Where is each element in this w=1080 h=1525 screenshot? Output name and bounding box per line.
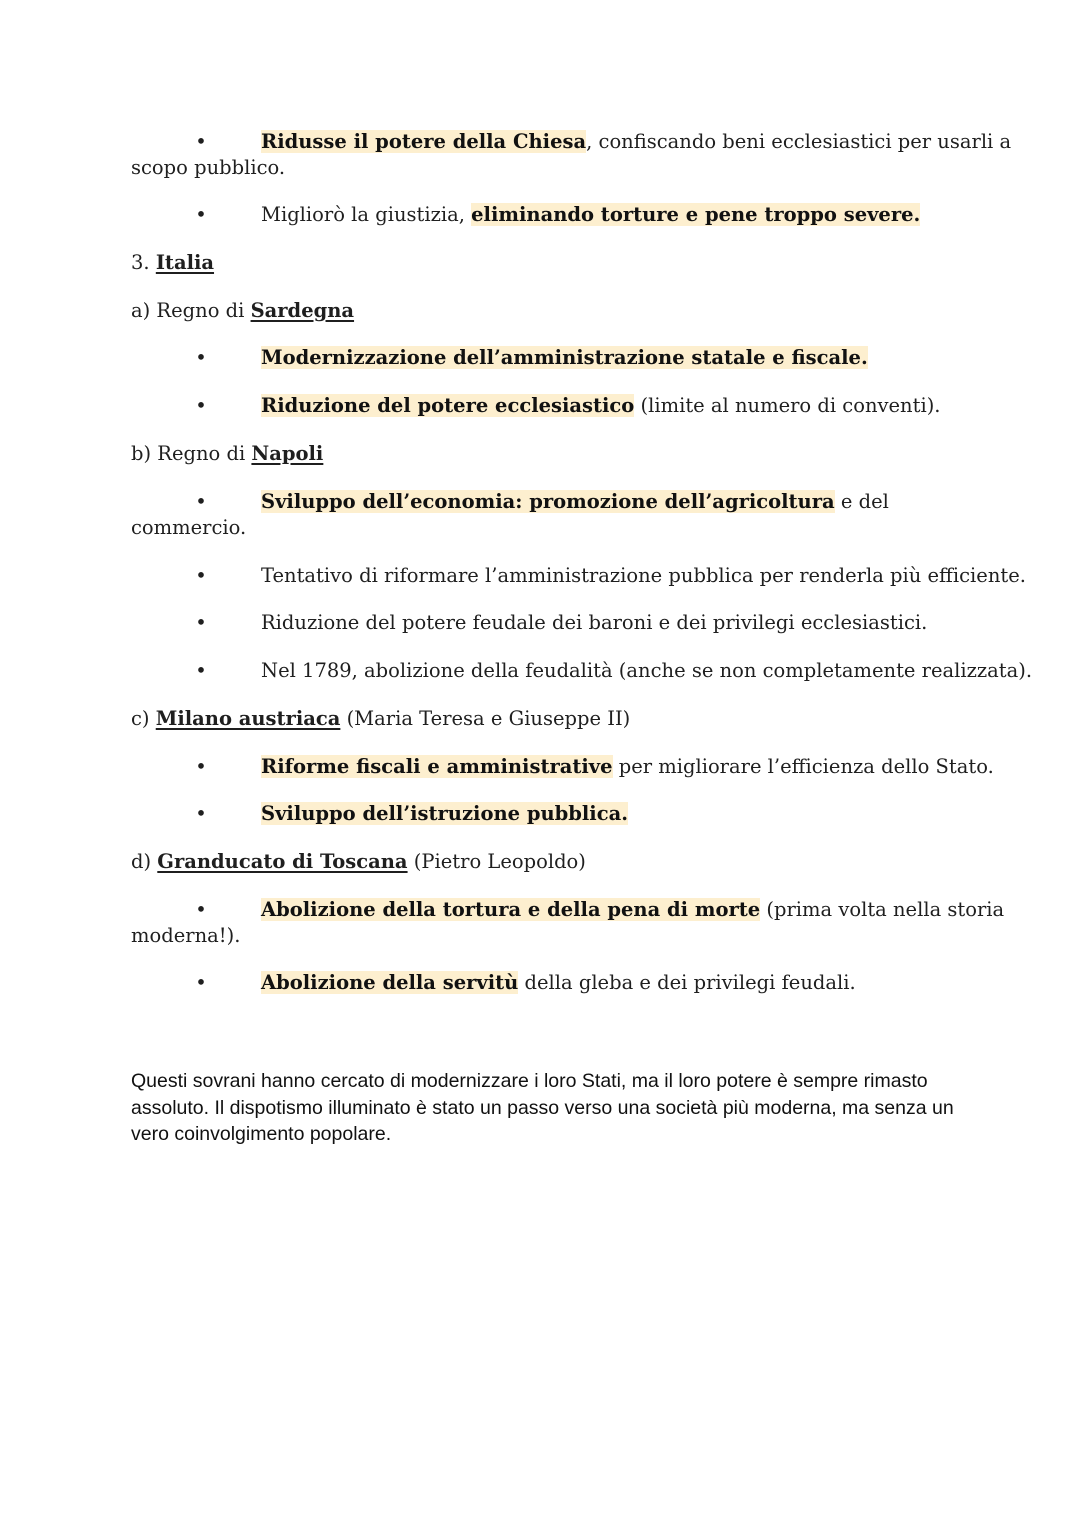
list-item-text: Migliorò la giustizia, eliminando torture e pene troppo severe. <box>261 203 921 226</box>
list-item-text: Riduzione del potere ecclesiastico (limite al numero di conventi). <box>261 394 941 417</box>
list-item-text: Ridusse il potere della Chiesa, confiscando beni ecclesiastici per usarli a <box>261 130 1012 153</box>
conclusion-paragraph: Questi sovrani hanno cercato di modernizzare i loro Stati, ma il loro potere è sempre rimasto assoluto. Il dispotismo illuminato è stato un passo verso una società più moderna, ma senza un vero coinvolgimento popolare. <box>131 1070 954 1145</box>
subsection-title: Milano austriaca <box>155 707 341 730</box>
bullet-icon: • <box>195 611 207 634</box>
list-item-text: Abolizione della tortura e della pena di morte (prima volta nella storia <box>261 898 1005 921</box>
bullet-icon: • <box>195 130 207 153</box>
list-item-text: Riforme fiscali e amministrative per migliorare l’efficienza dello Stato. <box>261 755 994 778</box>
bullet-icon: • <box>195 971 207 994</box>
section-heading: 3. Italia <box>131 251 215 274</box>
bullet-icon: • <box>195 564 207 587</box>
subsection-title: Granducato di Toscana <box>157 850 408 873</box>
subsection-title: Sardegna <box>250 299 355 322</box>
subsection-heading: d) Granducato di Toscana (Pietro Leopoldo) <box>131 850 586 873</box>
list-item-continuation: commercio. <box>131 516 247 539</box>
bullet-icon: • <box>195 802 207 825</box>
bullet-icon: • <box>195 394 207 417</box>
bullet-icon: • <box>195 490 207 513</box>
list-item-continuation: scopo pubblico. <box>131 156 286 179</box>
subsection-heading: b) Regno di Napoli <box>131 442 324 465</box>
bullet-icon: • <box>195 898 207 921</box>
bullet-icon: • <box>195 203 207 226</box>
bullet-icon: • <box>195 659 207 682</box>
subsection-title: Napoli <box>251 442 324 465</box>
list-item-text: Sviluppo dell’economia: promozione dell’agricoltura e del <box>261 490 889 513</box>
section-title: Italia <box>155 251 215 274</box>
bullet-icon: • <box>195 755 207 778</box>
list-item-text: Sviluppo dell’istruzione pubblica. <box>261 802 629 825</box>
list-item-continuation: moderna!). <box>131 924 241 947</box>
bullet-icon: • <box>195 346 207 369</box>
subsection-heading: c) Milano austriaca (Maria Teresa e Giuseppe II) <box>131 707 631 730</box>
list-item-text: Modernizzazione dell’amministrazione statale e fiscale. <box>261 346 868 369</box>
list-item-text: Abolizione della servitù della gleba e dei privilegi feudali. <box>261 971 856 994</box>
list-item-text: Tentativo di riformare l’amministrazione pubblica per renderla più efficiente. <box>261 564 1026 587</box>
subsection-heading: a) Regno di Sardegna <box>131 299 355 322</box>
list-item-text: Riduzione del potere feudale dei baroni e dei privilegi ecclesiastici. <box>261 611 928 634</box>
list-item-text: Nel 1789, abolizione della feudalità (anche se non completamente realizzata). <box>261 659 1033 682</box>
